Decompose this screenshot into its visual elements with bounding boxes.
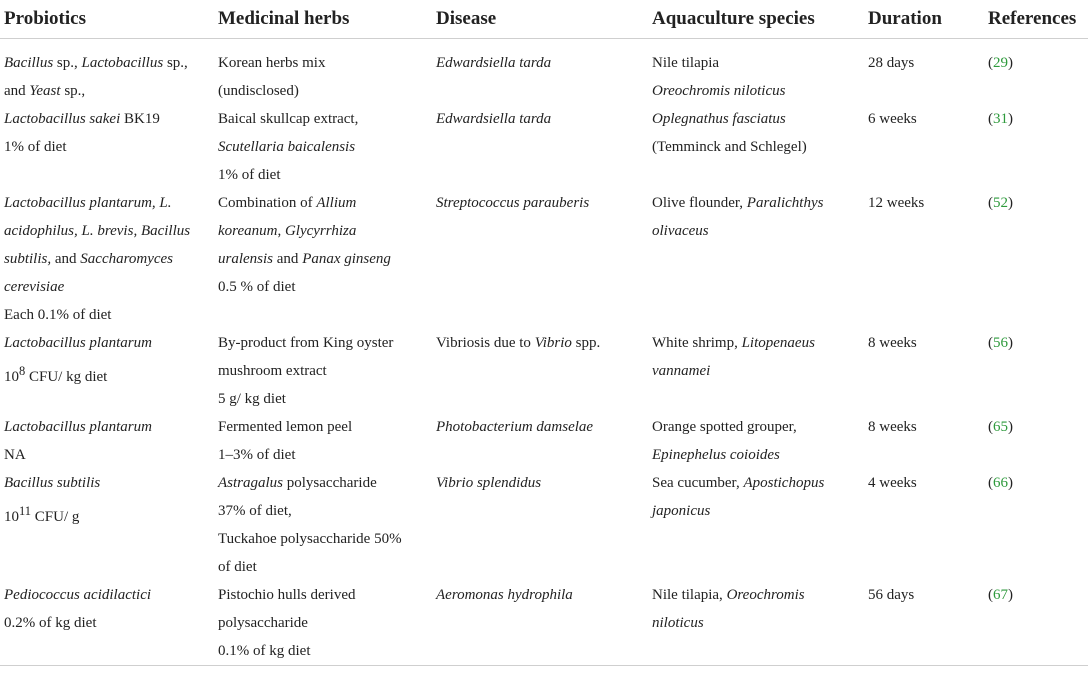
cell-reference: (67) <box>984 581 1088 666</box>
cell-duration: 12 weeks <box>868 195 925 211</box>
cell-line: Orange spotted grouper, <box>652 419 797 435</box>
cell-line: uralensis and Panax ginseng <box>218 251 391 267</box>
cell-disease <box>432 189 648 329</box>
cell-line: niloticus <box>652 615 704 631</box>
cell-probiotics <box>0 413 214 469</box>
table-row <box>0 469 1088 581</box>
cell-line: Nile tilapia, Oreochromis <box>652 587 805 603</box>
cell-line: Lactobacillus plantarum <box>4 419 152 435</box>
cell-duration: 6 weeks <box>868 111 917 127</box>
cell-line: Baical skullcap extract, <box>218 111 359 127</box>
cell-line: Streptococcus parauberis <box>436 195 590 211</box>
cell-line: Bacillus sp., Lactobacillus sp., <box>4 55 188 71</box>
cell-reference: (65) <box>988 419 1013 435</box>
cell-disease <box>432 105 648 189</box>
cell-line: Bacillus subtilis <box>4 475 101 491</box>
cell-aquaculture-species <box>648 105 864 189</box>
cell-line: Aeromonas hydrophila <box>436 587 573 603</box>
table-row <box>0 105 1088 189</box>
cell-line: 0.2% of kg diet <box>4 615 97 631</box>
cell-line: Pistochio hulls derived <box>218 587 356 603</box>
cell-line: subtilis, and Saccharomyces <box>4 251 174 267</box>
reference-link[interactable]: 52 <box>993 195 1008 211</box>
cell-line: Vibriosis due to Vibrio spp. <box>436 335 601 351</box>
cell-medicinal-herbs <box>214 39 432 106</box>
cell-line: Scutellaria baicalensis <box>218 139 356 155</box>
cell-line: Lactobacillus sakei BK19 <box>4 111 160 127</box>
cell-probiotics <box>0 581 214 666</box>
cell-line: 0.5 % of diet <box>218 279 296 295</box>
header-references: References <box>984 0 1088 39</box>
header-aquaculture-species: Aquaculture species <box>648 0 864 39</box>
cell-line: Tuckahoe polysaccharide 50% <box>218 531 402 547</box>
cell-line: Sea cucumber, Apostichopus <box>652 475 825 491</box>
cell-line: Lactobacillus plantarum, L. <box>4 195 172 211</box>
cell-disease <box>432 413 648 469</box>
cell-line: Astragalus polysaccharide <box>218 475 377 491</box>
cell-line: Fermented lemon peel <box>218 419 353 435</box>
table-row <box>0 39 1088 106</box>
cell-reference: (52) <box>988 195 1013 211</box>
cell-reference: (56) <box>988 335 1013 351</box>
cell-duration: 4 weeks <box>868 475 917 491</box>
cell-aquaculture-species <box>648 329 864 413</box>
cell-aquaculture-species <box>648 39 864 106</box>
table-row <box>0 329 1088 413</box>
cell-line: Lactobacillus plantarum <box>4 335 152 351</box>
cell-probiotics <box>0 39 214 106</box>
reference-link[interactable]: 31 <box>993 111 1008 127</box>
cell-line: vannamei <box>652 363 711 379</box>
cell-line: and Yeast sp., <box>4 83 86 99</box>
cell-aquaculture-species <box>648 189 864 329</box>
cell-duration: 28 days <box>868 55 915 71</box>
cell-line: 0.1% of kg diet <box>218 643 311 659</box>
cell-aquaculture-species <box>648 469 864 581</box>
table-row <box>0 413 1088 469</box>
cell-line: Combination of Allium <box>218 195 357 211</box>
header-disease: Disease <box>432 0 648 39</box>
cell-line: Each 0.1% of diet <box>4 307 112 323</box>
cell-line: Epinephelus coioides <box>652 447 780 463</box>
header-duration: Duration <box>864 0 984 39</box>
reference-link[interactable]: 67 <box>993 587 1008 603</box>
table-row <box>0 189 1088 329</box>
cell-reference: (66) <box>988 475 1013 491</box>
cell-line: Pediococcus acidilactici <box>4 587 152 603</box>
header-probiotics: Probiotics <box>0 0 214 39</box>
reference-link[interactable]: 65 <box>993 419 1008 435</box>
cell-disease <box>432 39 648 106</box>
cell-medicinal-herbs <box>214 329 432 413</box>
cell-line: mushroom extract <box>218 363 327 379</box>
cell-line: NA <box>4 447 26 463</box>
header-medicinal-herbs: Medicinal herbs <box>214 0 432 39</box>
header-row <box>0 0 1088 39</box>
cell-medicinal-herbs <box>214 189 432 329</box>
cell-medicinal-herbs <box>214 105 432 189</box>
cell-line: cerevisiae <box>4 279 65 295</box>
cell-medicinal-herbs <box>214 413 432 469</box>
cell-line: 1–3% of diet <box>218 447 296 463</box>
cell-line: (undisclosed) <box>218 83 299 99</box>
cell-disease <box>432 329 648 413</box>
cell-probiotics <box>0 105 214 189</box>
cell-line: Oplegnathus fasciatus <box>652 111 786 127</box>
cell-line: acidophilus, L. brevis, Bacillus <box>4 223 191 239</box>
cell-line: 5 g/ kg diet <box>218 391 286 407</box>
cell-line: of diet <box>218 559 257 575</box>
cell-line: japonicus <box>652 503 711 519</box>
cell-line: polysaccharide <box>218 615 308 631</box>
cell-line: $10^8$ CFU/ kg diet <box>4 364 108 385</box>
cell-line: Oreochromis niloticus <box>652 83 786 99</box>
cell-medicinal-herbs <box>214 581 432 666</box>
cell-disease <box>432 469 648 581</box>
cell-line: 1% of diet <box>4 139 67 155</box>
cell-line: Nile tilapia <box>652 55 720 71</box>
cell-line: By-product from King oyster <box>218 335 394 351</box>
reference-link[interactable]: 56 <box>993 335 1008 351</box>
cell-line: $10^{11}$ CFU/ g <box>4 504 80 525</box>
cell-line: Edwardsiella tarda <box>436 111 552 127</box>
cell-reference: (29) <box>988 55 1013 71</box>
cell-line: (Temminck and Schlegel) <box>652 139 807 155</box>
cell-line: olivaceus <box>652 223 709 239</box>
cell-line: Korean herbs mix <box>218 55 326 71</box>
cell-duration: 8 weeks <box>868 419 917 435</box>
cell-line: 1% of diet <box>218 167 281 183</box>
cell-probiotics <box>0 329 214 413</box>
cell-line: koreanum, Glycyrrhiza <box>218 223 357 239</box>
cell-aquaculture-species <box>648 413 864 469</box>
cell-line: White shrimp, Litopenaeus <box>652 335 815 351</box>
cell-medicinal-herbs <box>214 469 432 581</box>
cell-aquaculture-species <box>648 581 864 666</box>
cell-reference: (31) <box>988 111 1013 127</box>
cell-probiotics <box>0 469 214 581</box>
cell-disease <box>432 581 648 666</box>
cell-line: Edwardsiella tarda <box>436 55 552 71</box>
reference-link[interactable]: 66 <box>993 475 1008 491</box>
reference-link[interactable]: 29 <box>993 55 1008 71</box>
cell-duration: 8 weeks <box>868 335 917 351</box>
cell-line: Photobacterium damselae <box>436 419 594 435</box>
cell-duration: 56 days <box>864 581 984 666</box>
table-row <box>0 581 1088 666</box>
cell-probiotics <box>0 189 214 329</box>
cell-line: Vibrio splendidus <box>436 475 542 491</box>
cell-line: Olive flounder, Paralichthys <box>652 195 824 211</box>
cell-line: 37% of diet, <box>218 503 292 519</box>
